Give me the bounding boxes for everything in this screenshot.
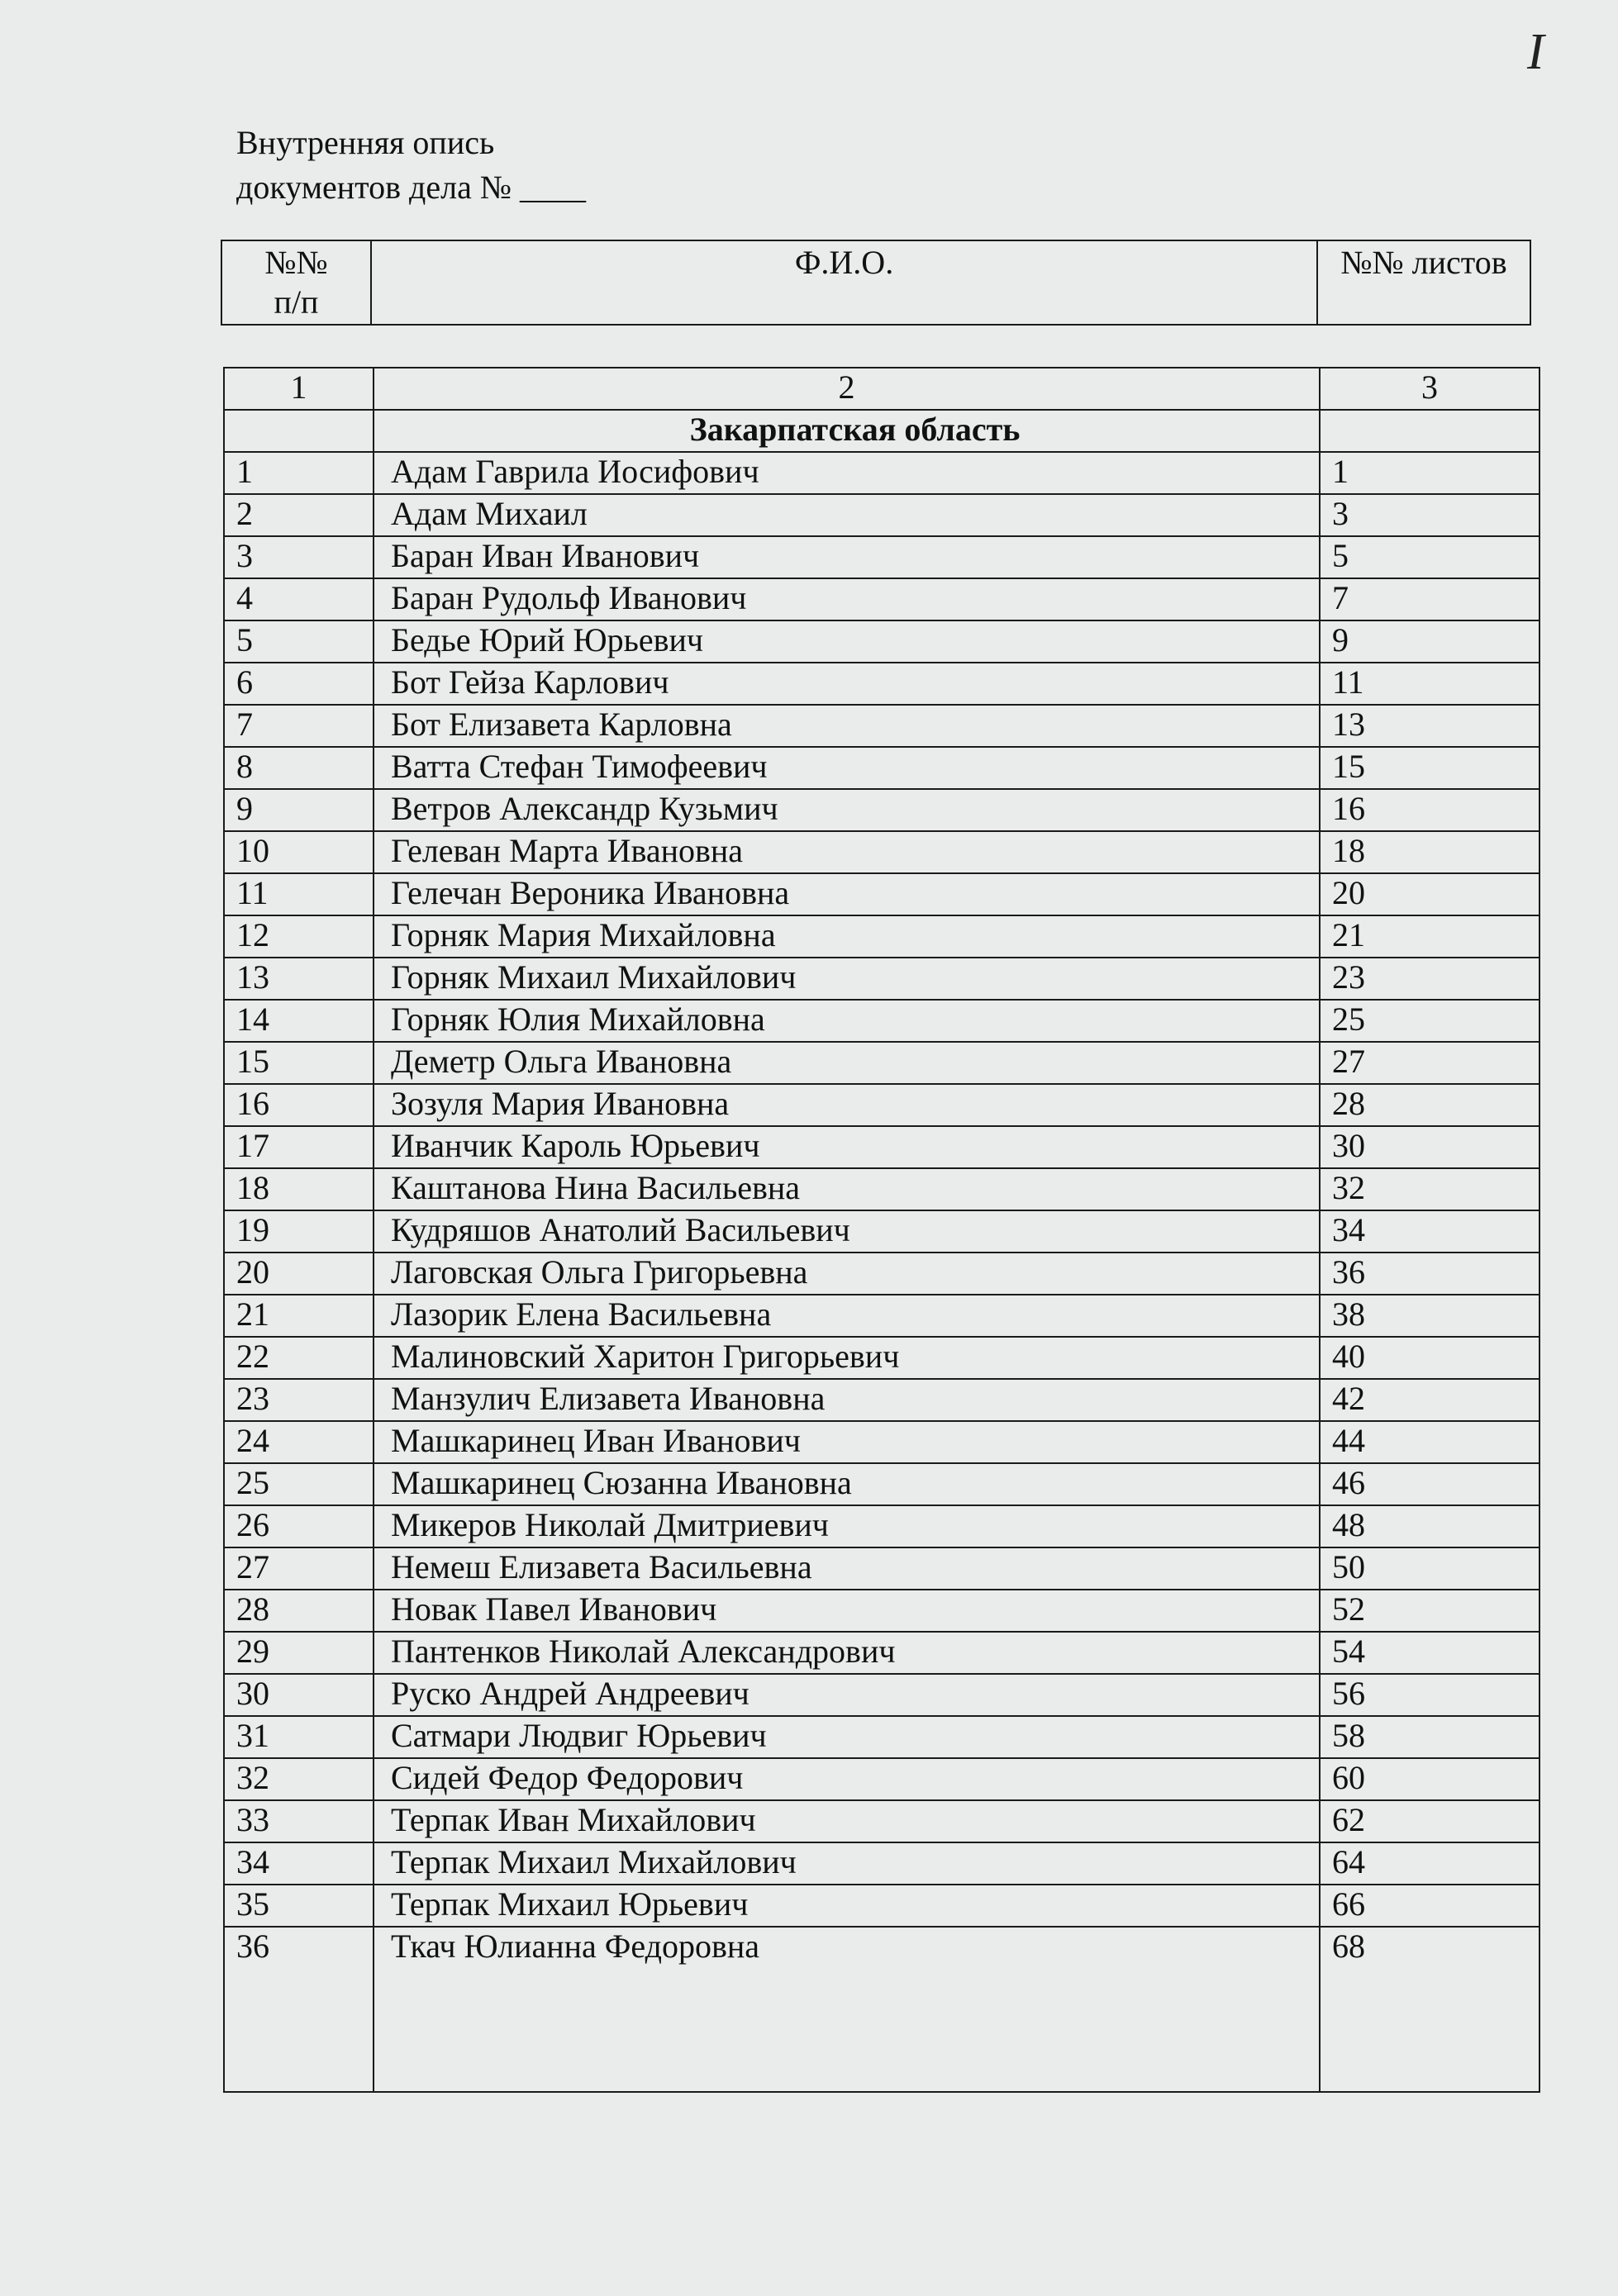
header-sheets-cell: №№ листов xyxy=(1317,240,1530,325)
column-number-1: 1 xyxy=(224,368,374,410)
row-number: 6 xyxy=(224,663,374,705)
row-number: 30 xyxy=(224,1674,374,1716)
row-number: 17 xyxy=(224,1126,374,1168)
row-number: 10 xyxy=(224,831,374,873)
row-name: Зозуля Мария Ивановна xyxy=(374,1084,1320,1126)
row-name: Лаговская Ольга Григорьевна xyxy=(374,1253,1320,1295)
table-row xyxy=(224,789,1539,831)
row-name: Бот Елизавета Карловна xyxy=(374,705,1320,747)
row-sheet: 44 xyxy=(1320,1421,1539,1463)
table-row xyxy=(224,1210,1539,1253)
row-name: Руско Андрей Андреевич xyxy=(374,1674,1320,1716)
row-name: Манзулич Елизавета Ивановна xyxy=(374,1379,1320,1421)
row-sheet: 16 xyxy=(1320,789,1539,831)
row-name: Терпак Михаил Михайлович xyxy=(374,1842,1320,1885)
row-name: Горняк Юлия Михайловна xyxy=(374,1000,1320,1042)
row-number: 20 xyxy=(224,1253,374,1295)
row-number: 16 xyxy=(224,1084,374,1126)
table-row xyxy=(224,1168,1539,1210)
table-row xyxy=(224,578,1539,620)
row-sheet: 18 xyxy=(1320,831,1539,873)
row-number: 28 xyxy=(224,1590,374,1632)
header-number-line-2: п/п xyxy=(274,283,319,321)
row-sheet: 50 xyxy=(1320,1547,1539,1590)
row-name: Ватта Стефан Тимофеевич xyxy=(374,747,1320,789)
row-name: Сидей Федор Федорович xyxy=(374,1758,1320,1800)
table-row xyxy=(224,1927,1539,2092)
header-name-cell: Ф.И.О. xyxy=(371,240,1317,325)
row-name: Сатмари Людвиг Юрьевич xyxy=(374,1716,1320,1758)
row-sheet: 36 xyxy=(1320,1253,1539,1295)
region-name: Закарпатская область xyxy=(374,410,1320,452)
row-name: Бедье Юрий Юрьевич xyxy=(374,620,1320,663)
table-row xyxy=(224,1885,1539,1927)
region-number-cell xyxy=(224,410,374,452)
row-name: Адам Гаврила Иосифович xyxy=(374,452,1320,494)
row-name: Адам Михаил xyxy=(374,494,1320,536)
title-line-1: Внутренняя опись xyxy=(236,124,495,161)
header-number-line-1: №№ xyxy=(264,244,328,281)
table-row xyxy=(224,1337,1539,1379)
table-row xyxy=(224,1505,1539,1547)
row-name: Лазорик Елена Васильевна xyxy=(374,1295,1320,1337)
table-row xyxy=(224,1084,1539,1126)
region-sheet-cell xyxy=(1320,410,1539,452)
row-sheet: 1 xyxy=(1320,452,1539,494)
table-row xyxy=(224,1000,1539,1042)
table-row xyxy=(224,1842,1539,1885)
row-name: Бот Гейза Карлович xyxy=(374,663,1320,705)
table-row xyxy=(224,1042,1539,1084)
row-number: 32 xyxy=(224,1758,374,1800)
row-number: 34 xyxy=(224,1842,374,1885)
row-sheet: 15 xyxy=(1320,747,1539,789)
page-number-mark: I xyxy=(1527,24,1544,80)
row-name: Терпак Михаил Юрьевич xyxy=(374,1885,1320,1927)
table-row xyxy=(224,705,1539,747)
row-name: Каштанова Нина Васильевна xyxy=(374,1168,1320,1210)
table-row xyxy=(224,1758,1539,1800)
table-row xyxy=(224,494,1539,536)
row-number: 25 xyxy=(224,1463,374,1505)
row-sheet: 38 xyxy=(1320,1295,1539,1337)
row-number: 13 xyxy=(224,958,374,1000)
row-name: Иванчик Кароль Юрьевич xyxy=(374,1126,1320,1168)
region-row xyxy=(224,410,1539,452)
document-title xyxy=(236,121,586,210)
row-name: Гелечан Вероника Ивановна xyxy=(374,873,1320,915)
row-sheet: 52 xyxy=(1320,1590,1539,1632)
table-row xyxy=(224,1253,1539,1295)
row-sheet: 42 xyxy=(1320,1379,1539,1421)
row-number: 19 xyxy=(224,1210,374,1253)
row-number: 14 xyxy=(224,1000,374,1042)
row-name: Пантенков Николай Александрович xyxy=(374,1632,1320,1674)
table-row xyxy=(224,1632,1539,1674)
table-row xyxy=(224,1463,1539,1505)
table-row xyxy=(224,958,1539,1000)
table-row xyxy=(224,663,1539,705)
row-number: 9 xyxy=(224,789,374,831)
table-row xyxy=(224,831,1539,873)
row-name: Малиновский Харитон Григорьевич xyxy=(374,1337,1320,1379)
row-number: 2 xyxy=(224,494,374,536)
row-number: 8 xyxy=(224,747,374,789)
table-row xyxy=(224,1674,1539,1716)
row-number: 35 xyxy=(224,1885,374,1927)
row-name: Гелеван Марта Ивановна xyxy=(374,831,1320,873)
row-number: 33 xyxy=(224,1800,374,1842)
row-number: 4 xyxy=(224,578,374,620)
table-row xyxy=(224,1421,1539,1463)
row-number: 18 xyxy=(224,1168,374,1210)
row-sheet: 20 xyxy=(1320,873,1539,915)
header-number-cell xyxy=(221,240,371,325)
row-sheet: 66 xyxy=(1320,1885,1539,1927)
row-name: Ткач Юлианна Федоровна xyxy=(374,1927,1320,2092)
row-name: Горняк Мария Михайловна xyxy=(374,915,1320,958)
row-number: 26 xyxy=(224,1505,374,1547)
row-sheet: 7 xyxy=(1320,578,1539,620)
row-name: Микеров Николай Дмитриевич xyxy=(374,1505,1320,1547)
column-number-3: 3 xyxy=(1320,368,1539,410)
row-sheet: 40 xyxy=(1320,1337,1539,1379)
table-row xyxy=(224,1716,1539,1758)
row-sheet: 9 xyxy=(1320,620,1539,663)
row-sheet: 48 xyxy=(1320,1505,1539,1547)
row-number: 27 xyxy=(224,1547,374,1590)
row-name: Ветров Александр Кузьмич xyxy=(374,789,1320,831)
column-number-2: 2 xyxy=(374,368,1320,410)
row-number: 24 xyxy=(224,1421,374,1463)
row-name: Новак Павел Иванович xyxy=(374,1590,1320,1632)
table-row xyxy=(224,915,1539,958)
row-name: Баран Рудольф Иванович xyxy=(374,578,1320,620)
table-row xyxy=(224,1126,1539,1168)
row-name: Горняк Михаил Михайлович xyxy=(374,958,1320,1000)
row-number: 11 xyxy=(224,873,374,915)
row-number: 29 xyxy=(224,1632,374,1674)
table-row xyxy=(224,452,1539,494)
row-number: 36 xyxy=(224,1927,374,2092)
table-row xyxy=(224,873,1539,915)
inventory-table xyxy=(223,367,1540,2093)
row-number: 31 xyxy=(224,1716,374,1758)
row-number: 21 xyxy=(224,1295,374,1337)
row-name: Машкаринец Иван Иванович xyxy=(374,1421,1320,1463)
row-number: 12 xyxy=(224,915,374,958)
row-sheet: 58 xyxy=(1320,1716,1539,1758)
row-number: 23 xyxy=(224,1379,374,1421)
table-row xyxy=(224,536,1539,578)
row-sheet: 25 xyxy=(1320,1000,1539,1042)
row-name: Немеш Елизавета Васильевна xyxy=(374,1547,1320,1590)
row-number: 5 xyxy=(224,620,374,663)
table-row xyxy=(224,620,1539,663)
row-number: 1 xyxy=(224,452,374,494)
row-sheet: 3 xyxy=(1320,494,1539,536)
row-number: 15 xyxy=(224,1042,374,1084)
row-sheet: 23 xyxy=(1320,958,1539,1000)
table-row xyxy=(224,1547,1539,1590)
row-number: 22 xyxy=(224,1337,374,1379)
row-sheet: 5 xyxy=(1320,536,1539,578)
table-row xyxy=(224,747,1539,789)
row-number: 3 xyxy=(224,536,374,578)
row-sheet: 68 xyxy=(1320,1927,1539,2092)
row-sheet: 13 xyxy=(1320,705,1539,747)
column-number-row xyxy=(224,368,1539,410)
row-sheet: 28 xyxy=(1320,1084,1539,1126)
title-line-2: документов дела № ____ xyxy=(236,169,586,206)
row-sheet: 54 xyxy=(1320,1632,1539,1674)
header-row xyxy=(221,240,1530,325)
row-number: 7 xyxy=(224,705,374,747)
row-sheet: 46 xyxy=(1320,1463,1539,1505)
row-sheet: 30 xyxy=(1320,1126,1539,1168)
row-name: Терпак Иван Михайлович xyxy=(374,1800,1320,1842)
row-name: Баран Иван Иванович xyxy=(374,536,1320,578)
row-sheet: 21 xyxy=(1320,915,1539,958)
table-row xyxy=(224,1800,1539,1842)
table-row xyxy=(224,1590,1539,1632)
row-sheet: 11 xyxy=(1320,663,1539,705)
row-sheet: 27 xyxy=(1320,1042,1539,1084)
row-sheet: 64 xyxy=(1320,1842,1539,1885)
row-sheet: 34 xyxy=(1320,1210,1539,1253)
table-row xyxy=(224,1379,1539,1421)
row-name: Машкаринец Сюзанна Ивановна xyxy=(374,1463,1320,1505)
row-sheet: 56 xyxy=(1320,1674,1539,1716)
row-name: Деметр Ольга Ивановна xyxy=(374,1042,1320,1084)
row-name: Кудряшов Анатолий Васильевич xyxy=(374,1210,1320,1253)
row-sheet: 62 xyxy=(1320,1800,1539,1842)
row-sheet: 32 xyxy=(1320,1168,1539,1210)
row-sheet: 60 xyxy=(1320,1758,1539,1800)
table-row xyxy=(224,1295,1539,1337)
header-table xyxy=(221,240,1531,326)
